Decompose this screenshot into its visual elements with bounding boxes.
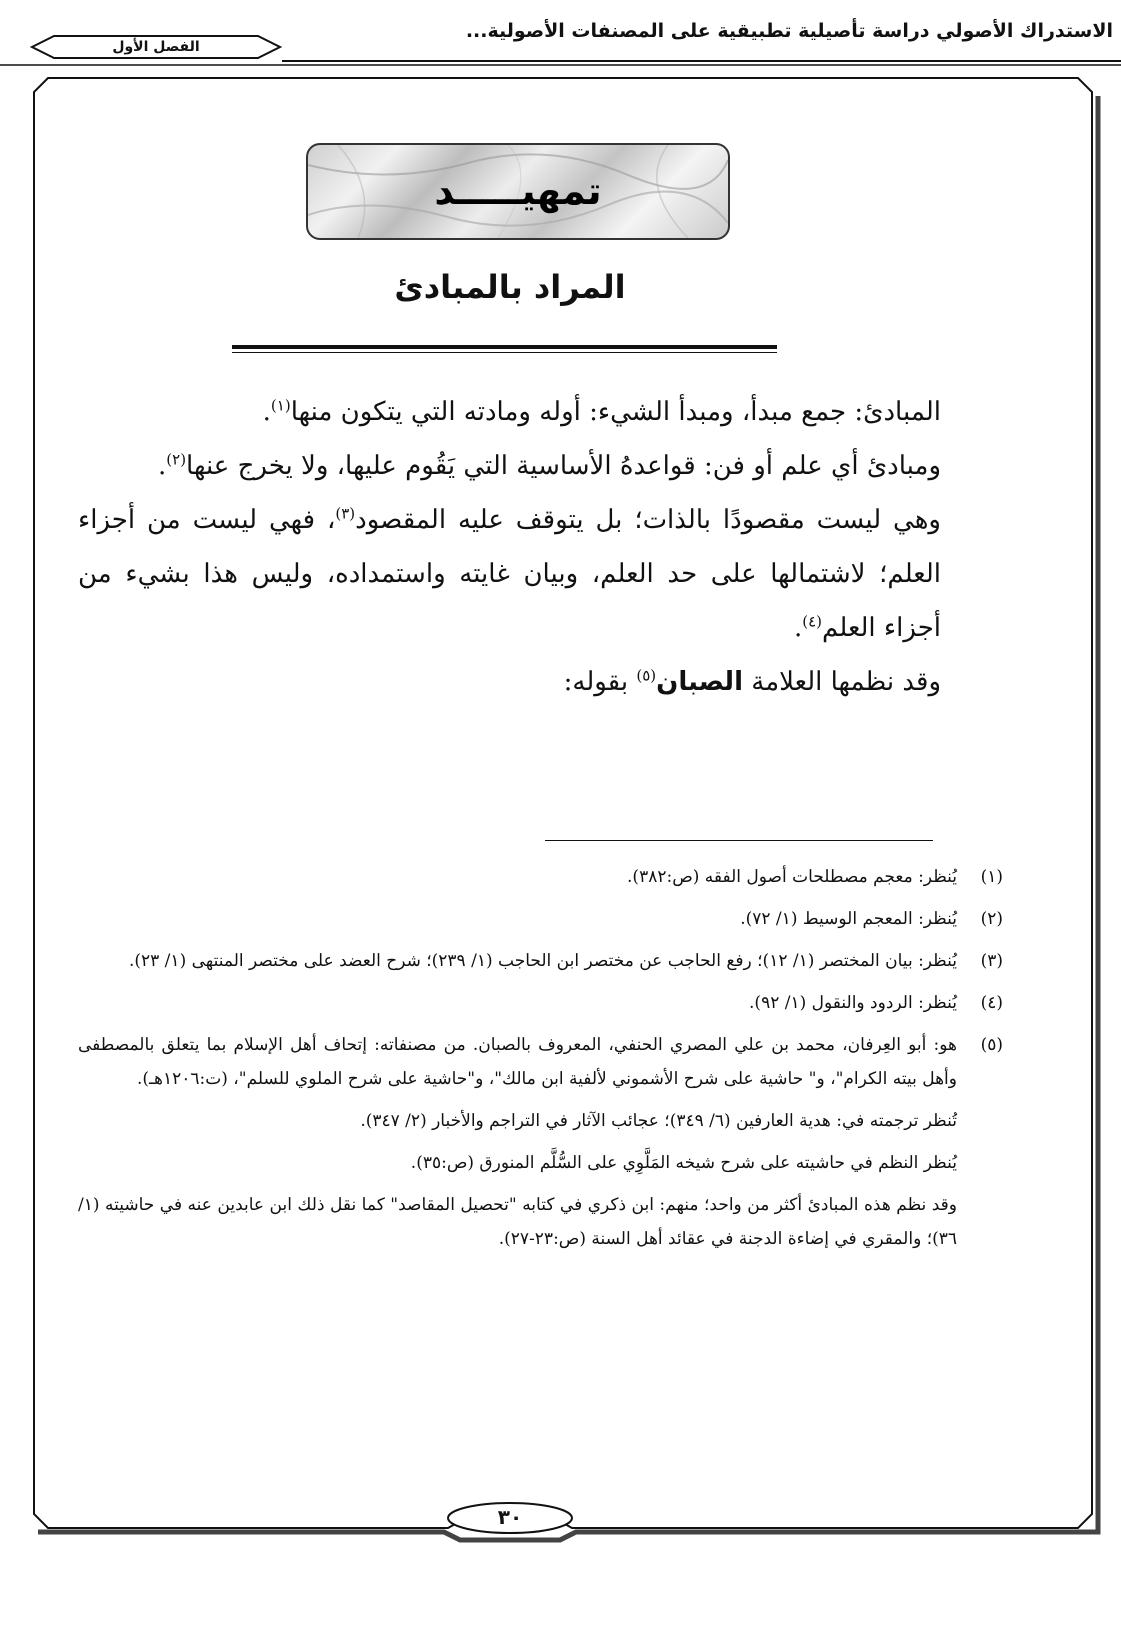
footnote-item — [78, 986, 1003, 1020]
footnote-text: يُنظر: المعجم الوسيط (١/ ٧٢). — [740, 909, 957, 929]
footnote-number: (٥) — [980, 1035, 1003, 1055]
page-number: ٣٠ — [497, 1505, 523, 1529]
footnote-ref-5: (٥) — [636, 666, 657, 685]
footnote-ref-2: (٢) — [166, 450, 187, 469]
footnote-number: (٢) — [980, 909, 1003, 929]
footnote-continuation: تُنظر ترجمته في: هدية العارفين (٦/ ٣٤٩)؛ عجائب الآثار في التراجم والأخبار (٢/ ٣٤٧). — [360, 1111, 957, 1131]
paragraph-1-text: المبادئ: جمع مبدأ، ومبدأ الشيء: أوله ومادته التي يتكون منها — [290, 397, 941, 427]
section-heading: المراد بالمبادئ — [394, 268, 626, 306]
paragraph-3 — [78, 493, 1003, 655]
paragraph-1 — [78, 385, 1003, 439]
footnote-number: (٣) — [980, 951, 1003, 971]
chapter-label: الفصل الأول — [112, 39, 200, 55]
footnotes — [78, 860, 1003, 1264]
footnote-number: (٤) — [980, 993, 1003, 1013]
footnote-continuation: يُنظر النظم في حاشيته على شرح شيخه المَلَّوِي على السُّلَّم المنورق (ص:٣٥). — [410, 1153, 957, 1173]
author-name: الصبان — [656, 667, 743, 697]
paragraph-3-text-b: ، فهي ليست من أجزاء العلم؛ لاشتمالها على حد العلم، وبيان غايته واستمداده، وليس هذا بشيء من أجزاء العلم — [78, 505, 941, 643]
paragraph-2-text: ومبادئ أي علم أو فن: قواعدهُ الأساسية التي يَقُوم عليها، ولا يخرج عنها — [186, 451, 941, 481]
paragraph-3-text-a: وهي ليست مقصودًا بالذات؛ بل يتوقف عليه المقصود — [355, 505, 941, 535]
footnote-ref-1: (١) — [270, 396, 291, 415]
footnote-separator — [545, 840, 933, 841]
paragraph-4-text-a: وقد نظمها العلامة — [751, 667, 941, 697]
paragraph-4-text-b: بقوله: — [563, 667, 629, 697]
footnote-text: هو: أبو العِرفان، محمد بن علي المصري الحنفي، المعروف بالصبان. من مصنفاته: إتحاف أهل الإسلام بما يتعلق بالمصطفى وأهل بيته الكرام"، و" حاشية على شرح الأشموني لألفية ابن مالك"، و"حاشية على شرح الملوي للسلم"، (ت:١٢٠٦هـ). — [78, 1035, 957, 1089]
footnote-item — [78, 860, 1003, 894]
end-mark: . — [793, 613, 803, 643]
heading-rule — [232, 345, 777, 349]
body-text — [78, 385, 1003, 709]
end-mark: . — [158, 451, 167, 481]
footnote-ref-4: (٤) — [802, 612, 823, 631]
footnote-item — [78, 902, 1003, 936]
title-text: تمهيـــــد — [434, 169, 602, 213]
paragraph-2 — [78, 439, 1003, 493]
footnote-text: يُنظر: الردود والنقول (١/ ٩٢). — [749, 993, 957, 1013]
book-title: الاستدراك الأصولي دراسة تأصيلية تطبيقية على المصنفات الأصولية... — [465, 20, 1113, 42]
heading-rule-thin — [232, 352, 777, 353]
end-mark: . — [262, 397, 271, 427]
footnote-text: يُنظر: معجم مصطلحات أصول الفقه (ص:٣٨٢). — [627, 867, 957, 887]
footnote-number: (١) — [980, 867, 1003, 887]
chapter-intro-title-box — [306, 143, 730, 240]
paragraph-4 — [78, 655, 1003, 709]
footnote-item — [78, 944, 1003, 978]
footnote-continuation: وقد نظم هذه المبادئ أكثر من واحد؛ منهم: ابن ذكري في كتابه "تحصيل المقاصد" كما نقل ذلك ابن عابدين عنه في حاشيته (١/ ٣٦)؛ والمقري في إضاءة الدجنة في عقائد أهل السنة (ص:٢٣-٢٧). — [78, 1195, 957, 1249]
footnote-text: يُنظر: بيان المختصر (١/ ١٢)؛ رفع الحاجب عن مختصر ابن الحاجب (١/ ٢٣٩)؛ شرح العضد على مختصر المنتهى (١/ ٢٣). — [128, 951, 957, 971]
footnote-item — [78, 1028, 1003, 1096]
footnote-ref-3: (٣) — [335, 504, 356, 523]
